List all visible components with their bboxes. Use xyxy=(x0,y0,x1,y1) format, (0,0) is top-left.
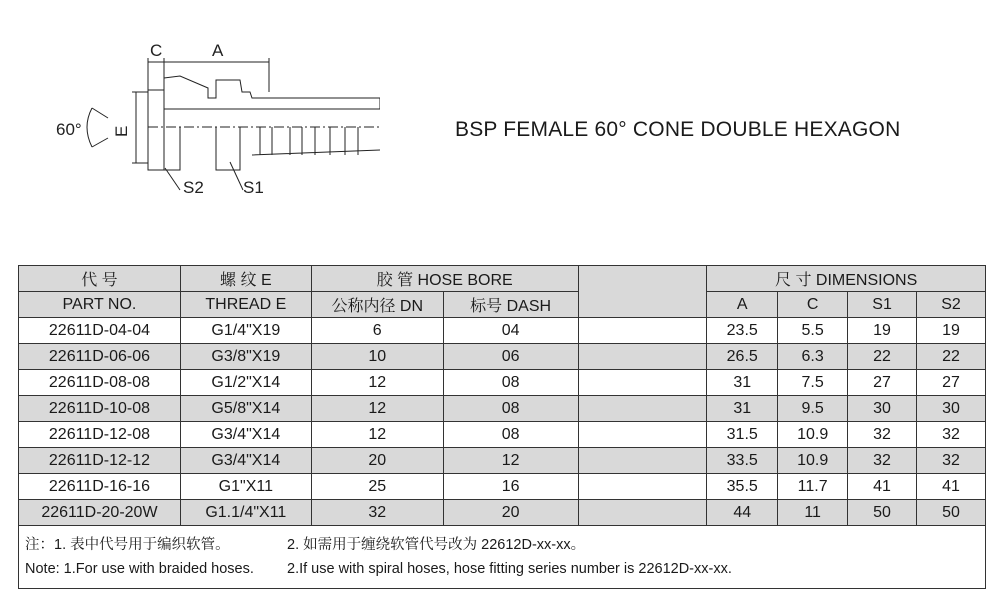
cell-dn: 10 xyxy=(311,344,443,370)
cell-a: 31 xyxy=(707,370,778,396)
cell-a: 44 xyxy=(707,500,778,526)
cell-s1: 32 xyxy=(848,422,917,448)
cell-a: 35.5 xyxy=(707,474,778,500)
table-row xyxy=(19,396,986,422)
cell-part: 22611D-16-16 xyxy=(19,474,181,500)
header-thread-cn: 螺 纹 E xyxy=(180,266,311,292)
cell-s2: 19 xyxy=(917,318,986,344)
cell-part: 22611D-12-08 xyxy=(19,422,181,448)
notes xyxy=(19,526,986,589)
table-row xyxy=(19,474,986,500)
header-dn: 公称内径 DN xyxy=(311,292,443,318)
cell-s2: 22 xyxy=(917,344,986,370)
cell-part: 22611D-04-04 xyxy=(19,318,181,344)
cell-s1: 41 xyxy=(848,474,917,500)
cell-dash: 20 xyxy=(443,500,578,526)
cell-s1: 32 xyxy=(848,448,917,474)
cell-part: 22611D-10-08 xyxy=(19,396,181,422)
cell-a: 26.5 xyxy=(707,344,778,370)
dim-label-a: A xyxy=(212,41,224,60)
note-cn-1: 注：1. 表中代号用于编织软管。 xyxy=(25,537,230,553)
dim-label-c: C xyxy=(150,41,163,60)
header-dash: 标号 DASH xyxy=(443,292,578,318)
cell-a: 31.5 xyxy=(707,422,778,448)
angle-label: 60° xyxy=(56,120,82,139)
cell-thread: G3/8"X19 xyxy=(180,344,311,370)
cell-dn: 12 xyxy=(311,422,443,448)
cell-c: 5.5 xyxy=(778,318,848,344)
cell-dn: 12 xyxy=(311,396,443,422)
header-blank xyxy=(578,266,707,318)
note-en-2: 2.If use with spiral hoses, hose fitting series number is 22612D-xx-xx. xyxy=(287,561,732,577)
cell-s1: 50 xyxy=(848,500,917,526)
cell-dash: 08 xyxy=(443,370,578,396)
header-part-no: PART NO. xyxy=(19,292,181,318)
header-s1: S1 xyxy=(848,292,917,318)
cell-c: 6.3 xyxy=(778,344,848,370)
cell-blank xyxy=(578,500,707,526)
cell-dash: 04 xyxy=(443,318,578,344)
spec-table xyxy=(18,265,986,589)
table-row xyxy=(19,344,986,370)
cell-dn: 12 xyxy=(311,370,443,396)
cell-part: 22611D-20-20W xyxy=(19,500,181,526)
cell-dn: 32 xyxy=(311,500,443,526)
cell-a: 23.5 xyxy=(707,318,778,344)
header-c: C xyxy=(778,292,848,318)
cell-dn: 6 xyxy=(311,318,443,344)
cell-thread: G1/2"X14 xyxy=(180,370,311,396)
header-part-cn: 代 号 xyxy=(19,266,181,292)
cell-blank xyxy=(578,474,707,500)
table-row xyxy=(19,370,986,396)
cell-s2: 32 xyxy=(917,448,986,474)
page-title: BSP FEMALE 60° CONE DOUBLE HEXAGON xyxy=(455,118,901,141)
cell-dn: 20 xyxy=(311,448,443,474)
note-en-1: Note: 1.For use with braided hoses. xyxy=(25,561,254,577)
cell-blank xyxy=(578,370,707,396)
cell-s1: 30 xyxy=(848,396,917,422)
cell-c: 11.7 xyxy=(778,474,848,500)
dim-label-s2: S2 xyxy=(183,178,204,197)
cell-dash: 08 xyxy=(443,422,578,448)
table-row xyxy=(19,500,986,526)
cell-dash: 08 xyxy=(443,396,578,422)
fitting-drawing xyxy=(40,30,380,200)
cell-part: 22611D-12-12 xyxy=(19,448,181,474)
table-row xyxy=(19,448,986,474)
cell-s2: 50 xyxy=(917,500,986,526)
header-a: A xyxy=(707,292,778,318)
cell-blank xyxy=(578,396,707,422)
cell-c: 10.9 xyxy=(778,448,848,474)
header-hose-bore: 胶 管 HOSE BORE xyxy=(311,266,578,292)
dim-label-e: E xyxy=(112,125,131,137)
header-thread: THREAD E xyxy=(180,292,311,318)
cell-c: 7.5 xyxy=(778,370,848,396)
cell-s1: 27 xyxy=(848,370,917,396)
cell-part: 22611D-08-08 xyxy=(19,370,181,396)
cell-s2: 27 xyxy=(917,370,986,396)
cell-s2: 30 xyxy=(917,396,986,422)
cell-s1: 22 xyxy=(848,344,917,370)
cell-blank xyxy=(578,422,707,448)
cell-c: 11 xyxy=(778,500,848,526)
cell-thread: G3/4"X14 xyxy=(180,422,311,448)
cell-c: 10.9 xyxy=(778,422,848,448)
cell-dn: 25 xyxy=(311,474,443,500)
cell-thread: G1"X11 xyxy=(180,474,311,500)
cell-s2: 32 xyxy=(917,422,986,448)
cell-thread: G1/4"X19 xyxy=(180,318,311,344)
cell-dash: 06 xyxy=(443,344,578,370)
cell-s1: 19 xyxy=(848,318,917,344)
cell-blank xyxy=(578,318,707,344)
table-row xyxy=(19,422,986,448)
header-s2: S2 xyxy=(917,292,986,318)
cell-dash: 16 xyxy=(443,474,578,500)
cell-c: 9.5 xyxy=(778,396,848,422)
cell-thread: G3/4"X14 xyxy=(180,448,311,474)
cell-blank xyxy=(578,448,707,474)
cell-thread: G1.1/4"X11 xyxy=(180,500,311,526)
header-dimensions: 尺 寸 DIMENSIONS xyxy=(707,266,986,292)
cell-dash: 12 xyxy=(443,448,578,474)
cell-blank xyxy=(578,344,707,370)
cell-a: 31 xyxy=(707,396,778,422)
cell-part: 22611D-06-06 xyxy=(19,344,181,370)
table-row xyxy=(19,318,986,344)
note-cn-2: 2. 如需用于缠绕软管代号改为 22612D-xx-xx。 xyxy=(287,537,586,553)
cell-a: 33.5 xyxy=(707,448,778,474)
cell-thread: G5/8"X14 xyxy=(180,396,311,422)
dim-label-s1: S1 xyxy=(243,178,264,197)
cell-s2: 41 xyxy=(917,474,986,500)
